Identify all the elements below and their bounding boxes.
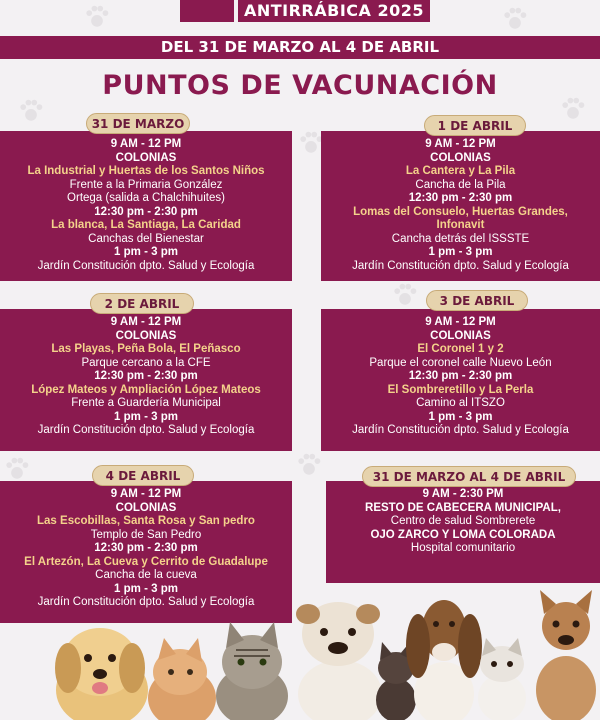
bulldog-image <box>296 602 382 720</box>
paw-print-icon <box>4 456 30 482</box>
card-line-plain: Camino al ITSZO <box>416 397 505 409</box>
logo-mark <box>180 0 234 22</box>
card-line-plain: Cancha de la Pila <box>415 178 506 191</box>
card-line-time: 12:30 pm - 2:30 pm <box>408 370 513 382</box>
card-line-time: 12:30 pm - 2:30 pm <box>94 542 198 554</box>
card-line-place: Lomas del Consuelo, Huertas Grandes, <box>353 205 568 218</box>
card-line-time: 9 AM - 12 PM <box>110 316 182 328</box>
schedule-card-1-abril <box>321 131 600 281</box>
paw-print-icon <box>18 98 44 124</box>
card-line-place: El Sombreretillo y La Perla <box>387 383 534 396</box>
card-line-place: La blanca, La Santiaga, La Caridad <box>51 219 241 231</box>
card-line-time: 1 pm - 3 pm <box>114 582 178 595</box>
card-line-hdr: COLONIAS <box>115 329 177 342</box>
card-line-time: 12:30 pm - 2:30 pm <box>408 192 513 204</box>
date-pill: 31 DE MARZO <box>86 113 190 134</box>
card-line-place: Infonavit <box>436 219 485 231</box>
page-title: PUNTOS DE VACUNACIÓN <box>102 70 498 101</box>
tabby-cat-image <box>216 622 288 720</box>
date-range-strip: DEL 31 DE MARZO AL 4 DE ABRIL <box>0 36 600 59</box>
card-line-plain: Jardín Constitución dpto. Salud y Ecología <box>37 259 255 272</box>
paw-print-icon <box>502 6 528 32</box>
card-line-hdr: COLONIAS <box>115 501 177 514</box>
card-line-time: 12:30 pm - 2:30 pm <box>94 205 198 218</box>
card-line-plain: Parque el coronel calle Nuevo León <box>369 356 552 369</box>
card-line-time: 1 pm - 3 pm <box>428 246 493 258</box>
campaign-banner: ANTIRRÁBICA 2025 <box>238 0 430 22</box>
card-line-place: Las Playas, Peña Bola, El Peñasco <box>51 343 241 355</box>
card-line-plain: Frente a Guardería Municipal <box>71 397 221 409</box>
date-pill: 4 DE ABRIL <box>92 465 194 486</box>
card-line-hdr: COLONIAS <box>115 151 177 164</box>
card-line-time: 9 AM - 12 PM <box>110 138 182 150</box>
card-line-plain: Jardín Constitución dpto. Salud y Ecología <box>37 596 255 608</box>
card-line-hdr: COLONIAS <box>430 151 491 164</box>
card-line-time: 9 AM - 12 PM <box>110 488 182 500</box>
schedule-card-2-abril <box>0 309 292 451</box>
golden-puppy-image <box>55 628 148 720</box>
card-line-time: 1 pm - 3 pm <box>114 410 178 423</box>
card-line-hdr: COLONIAS <box>430 329 491 342</box>
card-line-plain: Hospital comunitario <box>410 542 516 554</box>
date-pill: 1 DE ABRIL <box>424 115 526 136</box>
card-line-place: La Industrial y Huertas de los Santos Niños <box>27 165 265 177</box>
schedule-card-resto-cabecera <box>326 481 600 583</box>
date-pill: 3 DE ABRIL <box>426 290 528 311</box>
card-line-place: López Mateos y Ampliación López Mateos <box>31 383 261 396</box>
ginger-kitten-image <box>148 638 216 720</box>
card-line-time: 9 AM - 2:30 PM <box>422 488 504 500</box>
card-line-plain: Cancha de la cueva <box>95 569 197 581</box>
card-line-time: 12:30 pm - 2:30 pm <box>94 370 198 382</box>
date-pill: 2 DE ABRIL <box>90 293 194 314</box>
card-line-plain: Cancha detrás del ISSSTE <box>391 232 530 245</box>
date-pill: 31 DE MARZO AL 4 DE ABRIL <box>362 466 576 487</box>
french-bulldog-image <box>536 590 596 720</box>
card-line-plain: Centro de salud Sombrerete <box>390 515 536 527</box>
card-line-plain: Templo de San Pedro <box>90 528 202 541</box>
card-line-plain: Jardín Constitución dpto. Salud y Ecología <box>352 424 569 436</box>
schedule-card-3-abril <box>321 309 600 451</box>
card-line-time: 9 AM - 12 PM <box>425 138 496 150</box>
paw-print-icon <box>84 4 110 30</box>
card-line-hdr: OJO ZARCO Y LOMA COLORADA <box>370 528 556 541</box>
card-line-time: 1 pm - 3 pm <box>114 246 178 258</box>
paw-print-icon <box>392 282 418 308</box>
card-line-plain: Parque cercano a la CFE <box>81 356 211 369</box>
card-line-time: 1 pm - 3 pm <box>428 410 493 423</box>
schedule-card-31-marzo <box>0 131 292 281</box>
card-line-plain: Canchas del Bienestar <box>88 232 204 245</box>
card-line-time: 9 AM - 12 PM <box>425 316 496 328</box>
card-line-plain: Jardín Constitución dpto. Salud y Ecología <box>352 259 569 272</box>
basset-hound-image <box>406 600 482 720</box>
card-line-place: El Artezón, La Cueva y Cerrito de Guadalupe <box>24 555 268 568</box>
card-line-plain: Jardín Constitución dpto. Salud y Ecología <box>37 424 255 436</box>
white-kitten-image <box>478 638 526 720</box>
card-line-place: El Coronel 1 y 2 <box>417 343 504 355</box>
pets-illustration <box>40 590 600 720</box>
paw-print-icon <box>296 452 322 478</box>
card-line-hdr: RESTO DE CABECERA MUNICIPAL, <box>365 501 561 514</box>
card-line-place: Las Escobillas, Santa Rosa y San pedro <box>37 515 255 527</box>
card-line-plain: Ortega (salida a Chalchihuites) <box>67 192 225 204</box>
card-line-place: La Cantera y La Pila <box>405 165 516 177</box>
card-line-plain: Frente a la Primaria González <box>69 178 223 191</box>
